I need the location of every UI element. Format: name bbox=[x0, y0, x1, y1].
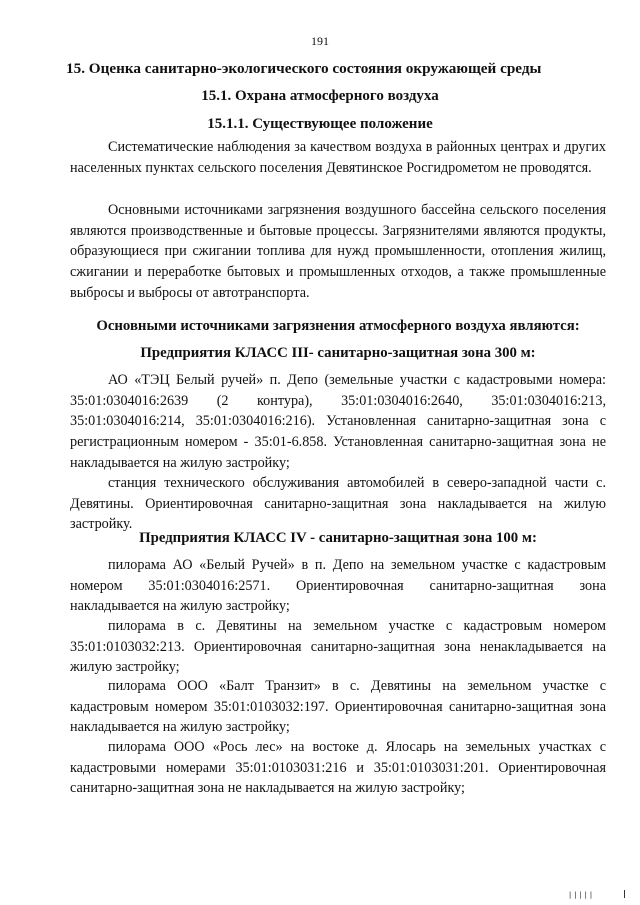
page-number: 191 bbox=[311, 34, 329, 48]
paragraph-pollution-sources: Основными источниками загрязнения воздушного бассейна сельского поселения являются производственные и бытовые процессы. Загрязнителями являются продукты, образующиеся при сжигании топлива для нужд промышленности, отопления жилищ, сжигании и переработке бытовых и промышленных отходов, а также промышленные выбросы и выбросы от автотранспорта. bbox=[70, 202, 606, 301]
scan-edge-tick bbox=[624, 890, 625, 898]
class-4-heading: Предприятия КЛАСС IV - санитарно-защитная зона 100 м: bbox=[139, 530, 537, 546]
subsubsection-heading: 15.1.1. Существующее положение bbox=[207, 116, 433, 132]
subsection-heading: 15.1. Охрана атмосферного воздуха bbox=[201, 88, 439, 104]
class-4-item-sawmill-belyi-ruchei: пилорама АО «Белый Ручей» в п. Депо на земельном участке с кадастровым номером 35:01:0304016:2571. Ориентировочная санитарно-защитная зона накладывается на жилую застройку; bbox=[70, 557, 606, 615]
paragraph-observations: Систематические наблюдения за качеством воздуха в районных центрах и других населенных пунктах сельского поселения Девятинское Росгидрометом не проводятся. bbox=[70, 139, 606, 176]
class-3-item-service-station: станция технического обслуживания автомобилей в северо-западной части с. Девятины. Ориентировочная санитарно-защитная зона накладывается на жилую застройку. bbox=[70, 475, 606, 533]
section-heading: 15. Оценка санитарно-экологического состояния окружающей среды bbox=[66, 60, 542, 77]
class-4-item-sawmill-ros-les: пилорама ООО «Рось лес» на востоке д. Ялосарь на земельных участках с кадастровыми номерами 35:01:0103031:216 и 35:01:0103031:201. Ориентировочная санитарно-защитная зона не накладывается на жилую застройку; bbox=[70, 739, 606, 797]
class-4-item-sawmill-balt-tranzit: пилорама ООО «Балт Транзит» в с. Девятины на земельном участке с кадастровым номером 35:01:0103032:197. Ориентировочная санитарно-защитная зона накладывается на жилую застройку; bbox=[70, 678, 606, 736]
class-3-heading: Предприятия КЛАСС III- санитарно-защитная зона 300 м: bbox=[140, 345, 536, 361]
scan-barcode-mark: ||||| bbox=[568, 891, 595, 899]
class-4-item-sawmill-devyatiny: пилорама в с. Девятины на земельном участке с кадастровым номером 35:01:0103032:213. Ориентировочная санитарно-защитная зона ненакладывается на жилую застройку; bbox=[70, 618, 606, 676]
sources-heading: Основными источниками загрязнения атмосферного воздуха являются: bbox=[96, 318, 580, 334]
class-3-item-tec: АО «ТЭЦ Белый ручей» п. Депо (земельные участки с кадастровыми номера: 35:01:0304016:2639 (2 контура), 35:01:0304016:2640, 35:01:0304016:213, 35:01:0304016:214, 35:01:0304016:216). Установленная санитарно-защитная зона с регистрационным номером - 35:01-6.858. Установленная санитарно-защитная зона не накладывается на жилую застройку; bbox=[70, 372, 606, 471]
